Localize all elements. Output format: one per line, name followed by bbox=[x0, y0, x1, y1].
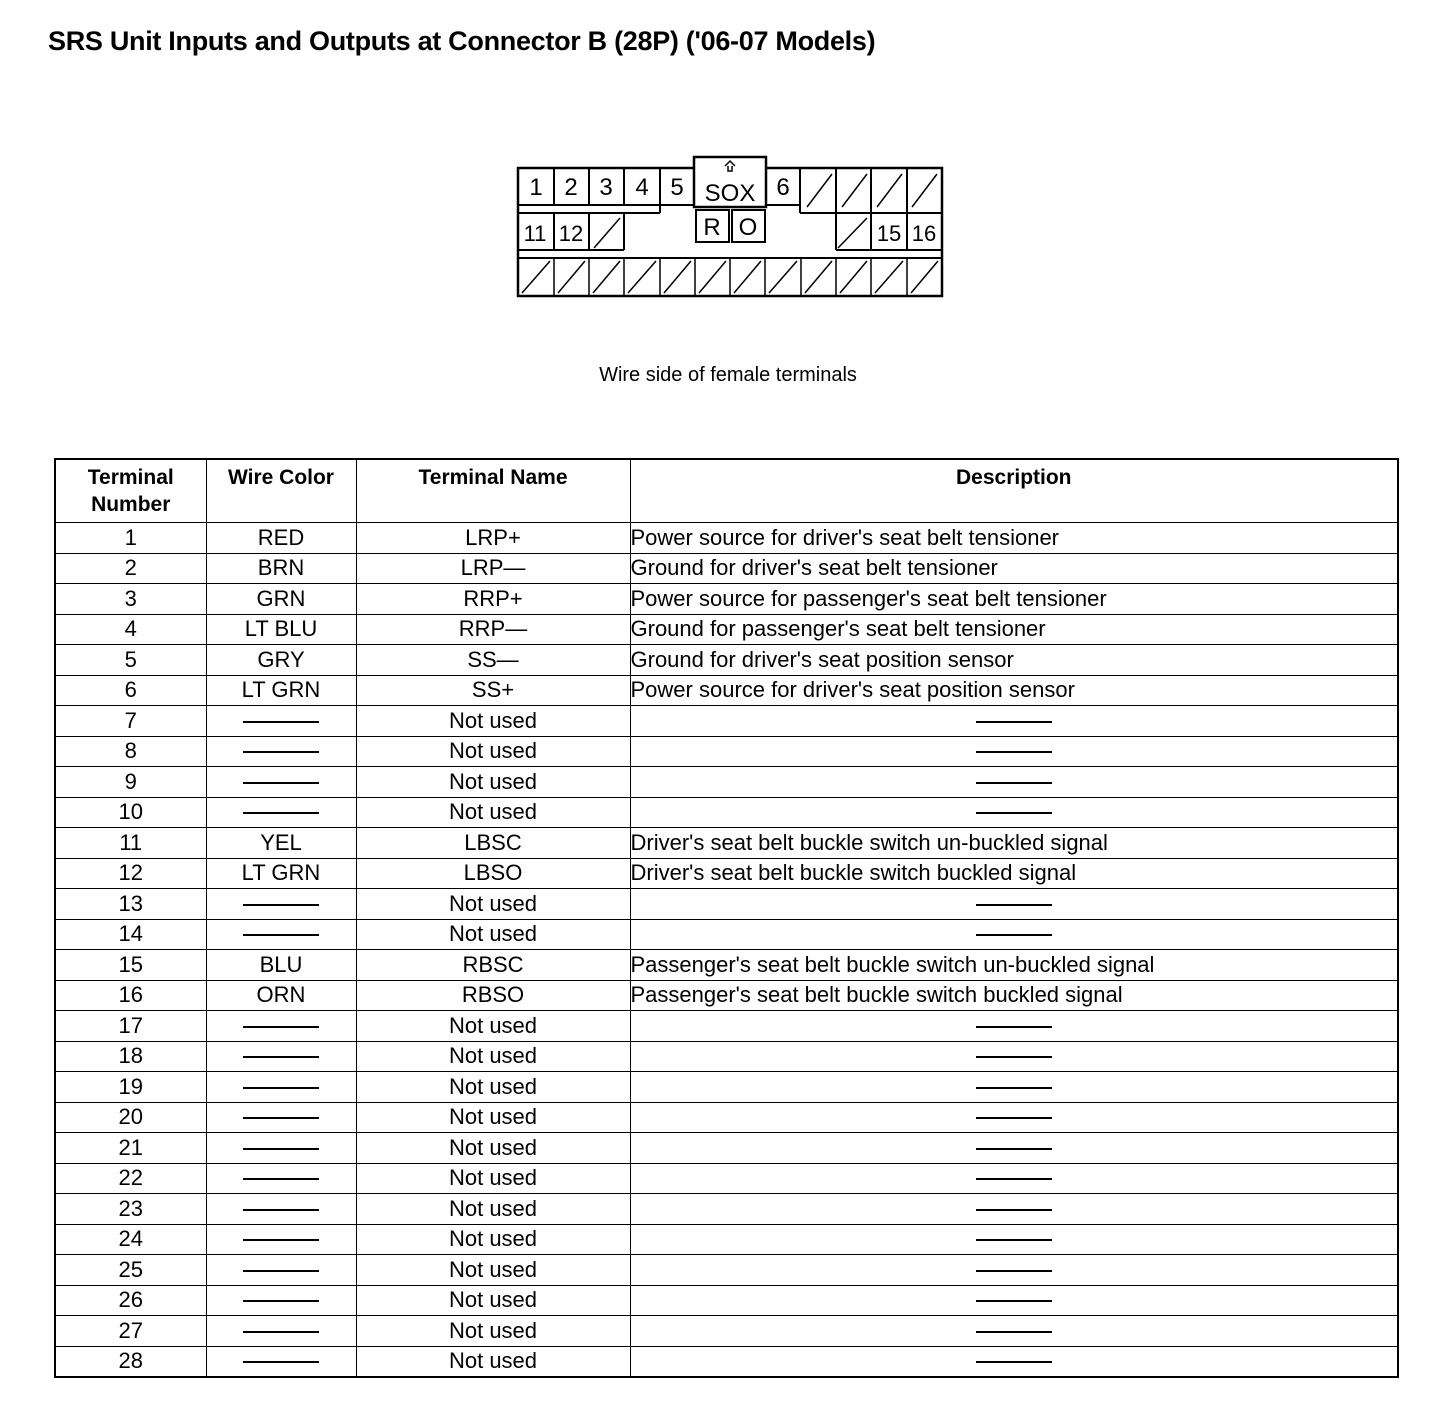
table-row bbox=[55, 1316, 1398, 1347]
description-cell: Driver's seat belt buckle switch buckled signal bbox=[630, 858, 1398, 889]
terminal-label: 5 bbox=[670, 174, 684, 201]
not-applicable-dash bbox=[976, 1300, 1052, 1302]
table-row bbox=[55, 1285, 1398, 1316]
table-row bbox=[55, 767, 1398, 798]
wire-color-cell bbox=[206, 1194, 356, 1225]
not-applicable-dash bbox=[976, 782, 1052, 784]
terminal-number-cell: 21 bbox=[55, 1133, 206, 1164]
table-row bbox=[55, 858, 1398, 889]
table-row bbox=[55, 1102, 1398, 1133]
terminal-number-cell: 7 bbox=[55, 706, 206, 737]
table-row bbox=[55, 1224, 1398, 1255]
table-row bbox=[55, 1041, 1398, 1072]
terminal-name-cell: RBSC bbox=[356, 950, 630, 981]
wire-color-cell: LT GRN bbox=[206, 858, 356, 889]
table-row bbox=[55, 645, 1398, 676]
terminal-label: 15 bbox=[876, 221, 902, 246]
description-cell bbox=[630, 1133, 1398, 1164]
terminal-table bbox=[54, 458, 1399, 1378]
terminal-number-cell: 4 bbox=[55, 614, 206, 645]
description-cell bbox=[630, 1163, 1398, 1194]
description-cell: Passenger's seat belt buckle switch buckled signal bbox=[630, 980, 1398, 1011]
terminal-name-cell: Not used bbox=[356, 919, 630, 950]
description-cell bbox=[630, 797, 1398, 828]
terminal-name-cell: RRP+ bbox=[356, 584, 630, 615]
terminal-number-cell: 26 bbox=[55, 1285, 206, 1316]
terminal-name-cell: Not used bbox=[356, 1194, 630, 1225]
terminal-number-cell: 19 bbox=[55, 1072, 206, 1103]
description-cell bbox=[630, 1194, 1398, 1225]
wire-color-cell bbox=[206, 1011, 356, 1042]
wire-color-cell: YEL bbox=[206, 828, 356, 859]
description-cell bbox=[630, 767, 1398, 798]
wire-color-cell bbox=[206, 767, 356, 798]
wire-color-cell bbox=[206, 1163, 356, 1194]
table-row bbox=[55, 1011, 1398, 1042]
terminal-name-cell: LBSC bbox=[356, 828, 630, 859]
not-applicable-dash bbox=[976, 1209, 1052, 1211]
not-applicable-dash bbox=[976, 1331, 1052, 1333]
not-applicable-dash bbox=[243, 1117, 319, 1119]
table-row bbox=[55, 1346, 1398, 1377]
not-applicable-dash bbox=[976, 751, 1052, 753]
table-row bbox=[55, 736, 1398, 767]
table-row bbox=[55, 1163, 1398, 1194]
header-terminal-name: Terminal Name bbox=[356, 459, 630, 523]
wire-color-cell: GRY bbox=[206, 645, 356, 676]
table-row bbox=[55, 1072, 1398, 1103]
wire-color-cell: BLU bbox=[206, 950, 356, 981]
description-cell: Passenger's seat belt buckle switch un-buckled signal bbox=[630, 950, 1398, 981]
wire-color-cell bbox=[206, 1285, 356, 1316]
not-applicable-dash bbox=[243, 812, 319, 814]
wire-color-cell bbox=[206, 889, 356, 920]
center-sox-label: SOX bbox=[704, 180, 756, 207]
not-applicable-dash bbox=[976, 1361, 1052, 1363]
terminal-name-cell: Not used bbox=[356, 1316, 630, 1347]
table-row bbox=[55, 584, 1398, 615]
not-applicable-dash bbox=[243, 1148, 319, 1150]
terminal-name-cell: Not used bbox=[356, 889, 630, 920]
description-cell bbox=[630, 919, 1398, 950]
terminal-name-cell: Not used bbox=[356, 1102, 630, 1133]
not-applicable-dash bbox=[976, 1087, 1052, 1089]
wire-color-cell bbox=[206, 1224, 356, 1255]
terminal-number-cell: 5 bbox=[55, 645, 206, 676]
terminal-label: 11 bbox=[523, 221, 547, 246]
description-cell bbox=[630, 706, 1398, 737]
terminal-number-cell: 11 bbox=[55, 828, 206, 859]
table-row bbox=[55, 889, 1398, 920]
description-cell bbox=[630, 1346, 1398, 1377]
terminal-label: 16 bbox=[911, 221, 937, 246]
terminal-number-cell: 27 bbox=[55, 1316, 206, 1347]
terminal-number-cell: 18 bbox=[55, 1041, 206, 1072]
table-row bbox=[55, 614, 1398, 645]
description-cell: Ground for driver's seat belt tensioner bbox=[630, 553, 1398, 584]
terminal-name-cell: Not used bbox=[356, 736, 630, 767]
wire-color-cell bbox=[206, 1133, 356, 1164]
terminal-name-cell: Not used bbox=[356, 1346, 630, 1377]
terminal-number-cell: 3 bbox=[55, 584, 206, 615]
not-applicable-dash bbox=[243, 1026, 319, 1028]
not-applicable-dash bbox=[243, 934, 319, 936]
terminal-name-cell: SS— bbox=[356, 645, 630, 676]
terminal-number-cell: 17 bbox=[55, 1011, 206, 1042]
not-applicable-dash bbox=[243, 721, 319, 723]
description-cell bbox=[630, 1255, 1398, 1286]
terminal-name-cell: Not used bbox=[356, 797, 630, 828]
terminal-label: 3 bbox=[599, 174, 613, 201]
not-applicable-dash bbox=[976, 1239, 1052, 1241]
description-cell: Ground for driver's seat position sensor bbox=[630, 645, 1398, 676]
terminal-number-cell: 8 bbox=[55, 736, 206, 767]
terminal-name-cell: LBSO bbox=[356, 858, 630, 889]
description-cell bbox=[630, 1224, 1398, 1255]
terminal-number-cell: 13 bbox=[55, 889, 206, 920]
not-applicable-dash bbox=[243, 751, 319, 753]
wire-color-cell: RED bbox=[206, 523, 356, 554]
terminal-name-cell: Not used bbox=[356, 1072, 630, 1103]
terminal-number-cell: 14 bbox=[55, 919, 206, 950]
terminal-name-cell: Not used bbox=[356, 767, 630, 798]
description-cell bbox=[630, 1316, 1398, 1347]
header-terminal-number: Terminal Number bbox=[55, 459, 206, 523]
not-applicable-dash bbox=[243, 1239, 319, 1241]
not-applicable-dash bbox=[976, 1178, 1052, 1180]
terminal-name-cell: Not used bbox=[356, 706, 630, 737]
not-applicable-dash bbox=[243, 782, 319, 784]
terminal-number-cell: 24 bbox=[55, 1224, 206, 1255]
table-header-row bbox=[55, 459, 1398, 523]
not-applicable-dash bbox=[976, 904, 1052, 906]
description-cell bbox=[630, 1072, 1398, 1103]
terminal-label: 12 bbox=[558, 221, 584, 246]
not-applicable-dash bbox=[976, 1148, 1052, 1150]
wire-color-cell bbox=[206, 706, 356, 737]
terminal-name-cell: Not used bbox=[356, 1255, 630, 1286]
description-cell bbox=[630, 1011, 1398, 1042]
terminal-number-cell: 9 bbox=[55, 767, 206, 798]
not-applicable-dash bbox=[976, 812, 1052, 814]
not-applicable-dash bbox=[976, 934, 1052, 936]
wire-color-cell: LT GRN bbox=[206, 675, 356, 706]
terminal-name-cell: Not used bbox=[356, 1163, 630, 1194]
not-applicable-dash bbox=[243, 1178, 319, 1180]
terminal-number-cell: 20 bbox=[55, 1102, 206, 1133]
terminal-number-cell: 16 bbox=[55, 980, 206, 1011]
table-row bbox=[55, 1194, 1398, 1225]
terminal-name-cell: Not used bbox=[356, 1041, 630, 1072]
table-row bbox=[55, 950, 1398, 981]
not-applicable-dash bbox=[976, 721, 1052, 723]
table-row bbox=[55, 1255, 1398, 1286]
terminal-label: 1 bbox=[529, 174, 543, 201]
description-cell bbox=[630, 1041, 1398, 1072]
terminal-number-cell: 25 bbox=[55, 1255, 206, 1286]
terminal-name-cell: LRP+ bbox=[356, 523, 630, 554]
terminal-name-cell: Not used bbox=[356, 1285, 630, 1316]
terminal-number-cell: 15 bbox=[55, 950, 206, 981]
table-body bbox=[55, 523, 1398, 1378]
table-row bbox=[55, 828, 1398, 859]
not-applicable-dash bbox=[243, 1087, 319, 1089]
description-cell: Power source for passenger's seat belt tensioner bbox=[630, 584, 1398, 615]
terminal-number-cell: 12 bbox=[55, 858, 206, 889]
wire-color-cell bbox=[206, 797, 356, 828]
table-row bbox=[55, 553, 1398, 584]
not-applicable-dash bbox=[976, 1270, 1052, 1272]
description-cell bbox=[630, 1285, 1398, 1316]
table-row bbox=[55, 1133, 1398, 1164]
terminal-label: 2 bbox=[564, 174, 578, 201]
not-applicable-dash bbox=[243, 1209, 319, 1211]
terminal-label: 6 bbox=[776, 174, 790, 201]
description-cell: Driver's seat belt buckle switch un-buckled signal bbox=[630, 828, 1398, 859]
wire-color-cell bbox=[206, 1072, 356, 1103]
wire-color-cell bbox=[206, 1102, 356, 1133]
terminal-name-cell: Not used bbox=[356, 1011, 630, 1042]
terminal-name-cell: Not used bbox=[356, 1133, 630, 1164]
wire-color-cell: ORN bbox=[206, 980, 356, 1011]
terminal-name-cell: RRP— bbox=[356, 614, 630, 645]
header-description: Description bbox=[630, 459, 1398, 523]
description-cell: Ground for passenger's seat belt tensioner bbox=[630, 614, 1398, 645]
table-row bbox=[55, 919, 1398, 950]
table-row bbox=[55, 797, 1398, 828]
not-applicable-dash bbox=[243, 1331, 319, 1333]
wire-color-cell bbox=[206, 1316, 356, 1347]
description-cell: Power source for driver's seat position sensor bbox=[630, 675, 1398, 706]
not-applicable-dash bbox=[243, 1300, 319, 1302]
table-row bbox=[55, 523, 1398, 554]
table-row bbox=[55, 980, 1398, 1011]
terminal-name-cell: RBSO bbox=[356, 980, 630, 1011]
wire-color-cell bbox=[206, 1255, 356, 1286]
table-row bbox=[55, 706, 1398, 737]
center-o-label: O bbox=[738, 214, 758, 241]
terminal-number-cell: 22 bbox=[55, 1163, 206, 1194]
table-row bbox=[55, 675, 1398, 706]
wire-color-cell: BRN bbox=[206, 553, 356, 584]
connector-diagram bbox=[512, 152, 952, 304]
terminal-number-cell: 28 bbox=[55, 1346, 206, 1377]
not-applicable-dash bbox=[243, 1361, 319, 1363]
wire-color-cell: LT BLU bbox=[206, 614, 356, 645]
wire-color-cell bbox=[206, 736, 356, 767]
terminal-label: 4 bbox=[635, 174, 649, 201]
wire-color-cell: GRN bbox=[206, 584, 356, 615]
terminal-number-cell: 23 bbox=[55, 1194, 206, 1225]
terminal-name-cell: Not used bbox=[356, 1224, 630, 1255]
terminal-number-cell: 1 bbox=[55, 523, 206, 554]
page-title: SRS Unit Inputs and Outputs at Connector B (28P) ('06-07 Models) bbox=[48, 26, 876, 56]
not-applicable-dash bbox=[976, 1117, 1052, 1119]
description-cell bbox=[630, 1102, 1398, 1133]
terminal-number-cell: 6 bbox=[55, 675, 206, 706]
center-r-label: R bbox=[703, 214, 721, 241]
not-applicable-dash bbox=[976, 1056, 1052, 1058]
description-cell bbox=[630, 889, 1398, 920]
not-applicable-dash bbox=[243, 1056, 319, 1058]
connector-caption: Wire side of female terminals bbox=[599, 364, 857, 386]
terminal-name-cell: SS+ bbox=[356, 675, 630, 706]
header-wire-color: Wire Color bbox=[206, 459, 356, 523]
not-applicable-dash bbox=[976, 1026, 1052, 1028]
wire-color-cell bbox=[206, 1041, 356, 1072]
not-applicable-dash bbox=[243, 904, 319, 906]
not-applicable-dash bbox=[243, 1270, 319, 1272]
description-cell bbox=[630, 736, 1398, 767]
terminal-name-cell: LRP— bbox=[356, 553, 630, 584]
terminal-number-cell: 10 bbox=[55, 797, 206, 828]
terminal-number-cell: 2 bbox=[55, 553, 206, 584]
wire-color-cell bbox=[206, 919, 356, 950]
wire-color-cell bbox=[206, 1346, 356, 1377]
description-cell: Power source for driver's seat belt tensioner bbox=[630, 523, 1398, 554]
